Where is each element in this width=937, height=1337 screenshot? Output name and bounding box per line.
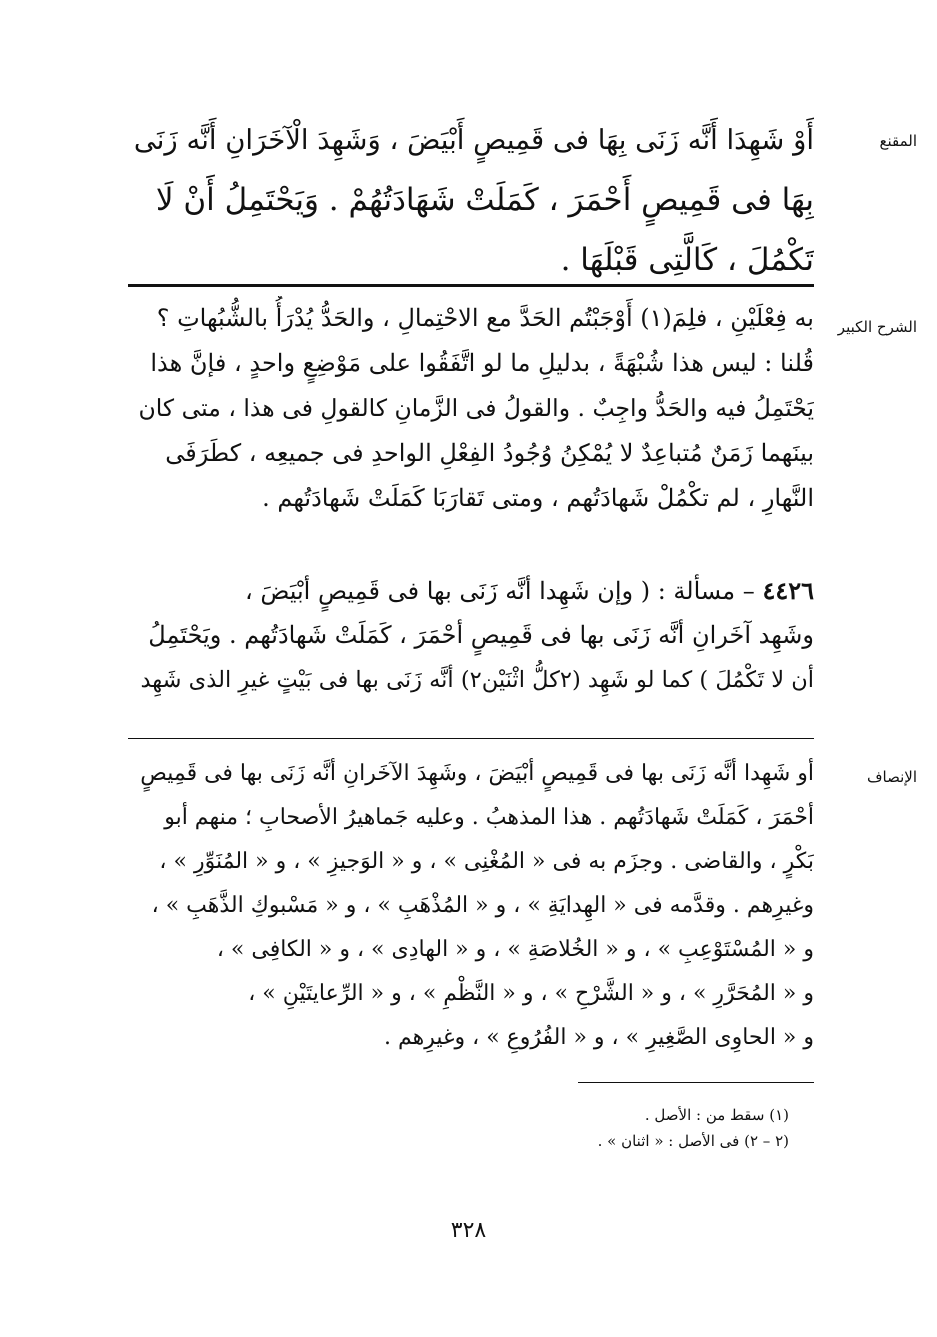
- footnote-divider: [578, 1082, 814, 1083]
- muqni-line: تَكْمُلَ ، كَالَّتِى قَبْلَهَا .: [560, 242, 814, 278]
- insaf-line: بَكْرٍ ، والقاضى . وجزَم به فى « المُغْنِى » ، و « الوَجيزِ » ، و « المُنَوِّرِ » ،: [159, 849, 814, 874]
- sharh-text: [128, 296, 814, 521]
- insaf-line: وغيرِهم . وقدَّمه فى « الهِدايَةِ » ، و « المُذْهَبِ » ، و « مَسْبوكِ الذَّهَبِ » ،: [151, 893, 814, 918]
- sharh-line: قُلنا : ليس هذا شُبْهَةً ، بدليلِ ما لو اتَّفَقُوا على مَوْضِعٍ واحدٍ ، فإنَّ هذا: [150, 349, 814, 377]
- sharh-line: النَّهارِ ، لم تكْمُلْ شَهادَتُهم ، ومتى تَقارَبَا كَمَلَتْ شَهادَتُهم .: [262, 484, 814, 512]
- masala-line: أن لا تَكْمُلَ ) كما لو شَهِد (٢كلُّ اثْنَيْن٢) أنَّه زَنَى بها فى بَيْتٍ غيرِ الذى شَهِد: [140, 667, 814, 693]
- insaf-line: أو شَهِدا أنَّه زَنَى بها فى قَمِيصٍ أبْيَضَ ، وشَهِدَ الآخَرانِ أنَّه زَنَى بها فى قَمِيصٍ: [140, 761, 814, 786]
- section-label-insaf: الإنصاف: [866, 768, 917, 786]
- insaf-line: و « المُحَرَّرِ » ، و « الشَّرْحِ » ، و « النَّظْمِ » ، و « الرِّعايتَيْنِ » ،: [248, 981, 814, 1006]
- section-label-muqni: المقنع: [879, 132, 917, 150]
- masala-line: [128, 568, 814, 613]
- footnotes: [369, 1102, 789, 1154]
- insaf-line: أحْمَرَ ، كَمَلَتْ شَهادَتُهم . هذا المذهبُ . وعليه جَماهيرُ الأصحابِ ؛ منهم أبو: [164, 805, 814, 830]
- insaf-text: [128, 752, 814, 1060]
- sharh-line: به فِعْلَيْنِ ، فلِمَ(١) أَوْجَبْتُم الحَدَّ مع الاحْتِمالِ ، والحَدُّ يُدْرَأُ بالشُّبُهاتِ ؟: [156, 304, 814, 332]
- page-number: ٣٢٨: [450, 1218, 487, 1243]
- muqni-line: بِهَا فى قَمِيصٍ أَحْمَرَ ، كَمَلَتْ شَهَادَتُهُمْ . وَيَحْتَمِلُ أَنْ لَا: [155, 182, 814, 218]
- sharh-line: بينَهما زَمَنٌ مُتباعِدٌ لا يُمْكِنُ وُجُودُ الفِعْلِ الواحدِ فى جميعِه ، كطَرَفَى: [165, 439, 814, 467]
- section-divider: [128, 284, 814, 287]
- section-divider: [128, 738, 814, 739]
- section-label-sharh: الشرح الكبير: [837, 318, 917, 336]
- masala-heading: – مسألة : ( وإن شَهِدا أنَّه زَنَى بها فى قَمِيصٍ أبْيَضَ ،: [244, 577, 755, 605]
- muqni-line: أَوْ شَهِدَا أَنَّه زَنَى بِهَا فى قَمِيصٍ أَبْيَضَ ، وَشَهِدَ الْآخَرَانِ أَنَّه زَنَى: [133, 124, 814, 156]
- masala-line: وشَهِد آخَرانِ أنَّه زَنَى بها فى قَمِيصٍ أحْمَرَ ، كَمَلَتْ شَهادَتُهم . ويَحْتَمِلُ: [148, 621, 814, 649]
- sharh-line: يَحْتَمِلُ فيه والحَدُّ واجِبٌ . والقولُ فى الزَّمانِ كالقولِ فى هذا ، متى كان: [138, 394, 814, 422]
- footnote: (١) سقط من : الأصل .: [644, 1106, 789, 1124]
- insaf-line: و « الحاوِى الصَّغِيرِ » ، و « الفُرُوعِ » ، وغيرِهم .: [383, 1025, 814, 1050]
- footnote: (٢ – ٢) فى الأصل : « اثنان » .: [597, 1132, 789, 1150]
- muqni-text: [128, 110, 814, 290]
- masala-text: [128, 568, 814, 703]
- insaf-line: و « المُسْتَوْعِبِ » ، و « الخُلاصَةِ » ، و « الهادِى » ، و « الكافِى » ،: [216, 937, 814, 962]
- masala-number: ٤٤٢٦: [762, 576, 814, 605]
